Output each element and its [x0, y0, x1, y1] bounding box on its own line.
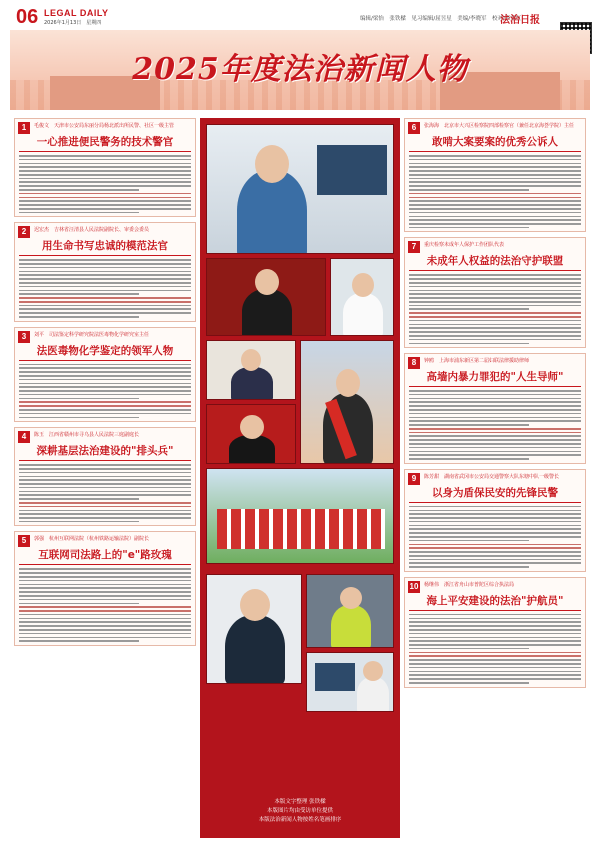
credit-line-1: 本版文字整理 张铁樑 [274, 799, 326, 805]
photo-divider [206, 568, 394, 572]
headline-rule [19, 151, 191, 152]
article-number: 6 [408, 122, 420, 134]
newspaper-logo: 法治日报 [500, 15, 540, 26]
article-card[interactable] [404, 469, 586, 572]
article-byline: 重庆检察未成年人保护工作团队代表 [424, 242, 505, 249]
headline-rule [409, 270, 581, 271]
article-card[interactable] [14, 531, 196, 645]
article-body-text [409, 274, 581, 344]
article-card[interactable] [404, 577, 586, 688]
paper-name: LEGAL DAILY [44, 8, 109, 18]
article-body-text [19, 464, 191, 522]
article-byline: 郭强 杭州互联网法院（杭州铁路运输法院）副院长 [34, 536, 150, 543]
article-headline[interactable]: 敢啃大案要案的优秀公诉人 [432, 136, 558, 148]
article-card[interactable] [14, 118, 196, 217]
article-headline[interactable]: 法医毒物化学鉴定的领军人物 [36, 344, 174, 357]
article-byline: 刘平 司法鉴定科学研究院法医毒物化学研究室主任 [34, 331, 150, 338]
photo-judge[interactable] [206, 258, 326, 336]
article-number: 4 [18, 431, 30, 443]
article-headline[interactable]: 用生命书写忠诚的模范法官 [42, 240, 168, 253]
article-headline[interactable]: 以身为盾保民安的先锋民警 [432, 486, 558, 499]
article-body-text [19, 364, 191, 419]
article-headline[interactable]: 深耕基层法治建设的"排头兵" [36, 445, 174, 458]
photo-woman-with-book[interactable] [206, 340, 296, 400]
article-headline[interactable]: 高墙内暴力罪犯的"人生导师" [426, 371, 564, 384]
article-body-text [19, 568, 191, 641]
headline-rule [19, 360, 191, 361]
article-body-text [19, 155, 191, 213]
article-number: 10 [409, 581, 419, 591]
photo-group-children[interactable] [206, 468, 394, 564]
credit-line-3: 本版法治新闻人物按姓名笔画排序 [258, 817, 342, 823]
editors-line: 编辑/梁怡 张铁樑 见习编辑/屈昱星 美编/李晓军 校对/李翠红 [360, 16, 522, 22]
article-byline: 张海海 北京市大兴区检察院四部检察官（兼任北京海荟学院）主任 [424, 123, 575, 129]
article-card[interactable] [404, 118, 586, 232]
article-byline: 陈玉 江西省赣州市寻乌县人民法院三庭副庭长 [34, 432, 140, 439]
page-banner [10, 30, 590, 110]
article-body-text [19, 259, 191, 317]
article-headline[interactable]: 未成年人权益的法治守护联盟 [426, 255, 564, 268]
article-body-text [409, 155, 581, 228]
headline-rule [19, 460, 191, 461]
right-article-column [404, 118, 586, 693]
article-byline: 杨继伟 浙江省舟山市普陀区综合执法局 [424, 581, 515, 588]
article-number: 8 [408, 357, 420, 369]
article-number: 9 [408, 473, 420, 485]
article-byline: 毛俊文 天津市公安局东丽分局杨北派出所民警、社区一级主管 [34, 123, 175, 129]
article-byline: 迟宏杰 吉林省汪清县人民法院副院长、审委会委员 [34, 227, 150, 234]
article-card[interactable] [404, 237, 586, 348]
article-headline[interactable]: 海上平安建设的法治"护航员" [426, 594, 564, 607]
photo-column [200, 118, 400, 838]
headline-rule [19, 564, 191, 565]
photo-woman-smiling[interactable] [206, 404, 296, 464]
article-byline: 陈芳甜 湖南省武冈市公安局交通警察大队东塘中队一级警长 [424, 473, 560, 480]
article-number: 2 [18, 226, 30, 238]
article-byline: 钟鸥 上海市浦东新区第二届妇联法律援助律师 [424, 358, 530, 365]
article-number: 5 [18, 535, 30, 547]
photo-woman-white-coat[interactable] [330, 258, 394, 336]
page-title: 2025年度法治新闻人物 [132, 52, 468, 87]
headline-rule [409, 386, 581, 387]
photo-traffic-officer[interactable] [306, 574, 394, 648]
article-number: 7 [408, 241, 420, 253]
article-card[interactable] [14, 222, 196, 321]
issue-date: 2026年1月13日 星期四 [44, 20, 102, 26]
article-number: 3 [18, 331, 30, 343]
photo-worker-at-computer[interactable] [306, 652, 394, 712]
headline-rule [409, 610, 581, 611]
headline-rule [409, 502, 581, 503]
page-header [0, 0, 600, 30]
article-body-text [409, 390, 581, 460]
article-card[interactable] [404, 353, 586, 464]
headline-rule [409, 151, 581, 152]
article-card[interactable] [14, 427, 196, 526]
credit-line-2: 本版图片均由受访单位提供 [266, 808, 333, 814]
photo-officer-black-uniform[interactable] [206, 574, 302, 684]
headline-rule [19, 255, 191, 256]
article-card[interactable] [14, 327, 196, 423]
photo-police-officer-desk[interactable] [206, 124, 394, 254]
page-number: 06 [16, 6, 39, 28]
article-number: 1 [18, 122, 30, 134]
photo-credit [200, 798, 400, 825]
article-body-text [409, 614, 581, 684]
article-headline[interactable]: 一心推进便民警务的技术警官 [36, 136, 174, 148]
article-body-text [409, 506, 581, 568]
photo-woman-with-sash[interactable] [300, 340, 394, 464]
article-headline[interactable]: 互联网司法路上的"e"路玫瑰 [38, 549, 172, 562]
left-article-column [14, 118, 196, 651]
